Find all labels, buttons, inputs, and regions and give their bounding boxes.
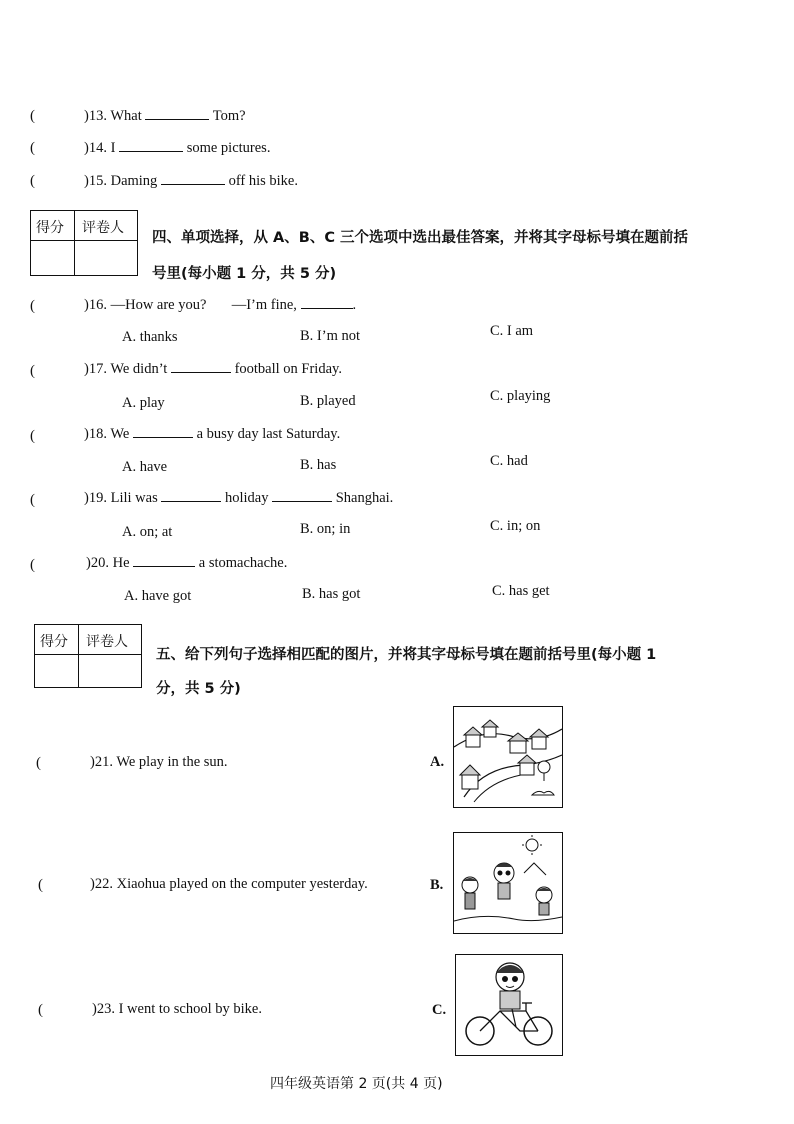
option-a[interactable]: A. have — [122, 459, 168, 475]
question-number: )15. — [84, 173, 107, 189]
answer-blank[interactable] — [119, 150, 183, 152]
question-text: Shanghai. — [335, 490, 394, 506]
question-text: a busy day last Saturday. — [196, 426, 341, 442]
answer-blank[interactable] — [171, 371, 231, 373]
section-4-heading-line1: 四、单项选择，从 A、B、C 三个选项中选出最佳答案，并将其字母标号填在题前括 — [152, 230, 689, 246]
option-a[interactable]: A. on; at — [122, 524, 173, 540]
question-22 — [90, 876, 368, 893]
answer-paren: ( — [30, 557, 35, 573]
answer-blank[interactable] — [161, 500, 221, 502]
answer-blank[interactable] — [272, 500, 332, 502]
page-footer: 四年级英语第 2 页(共 4 页) — [270, 1076, 443, 1092]
option-c[interactable]: C. playing — [490, 388, 551, 404]
boy-bike-illustration — [456, 955, 562, 1055]
grader-input-cell[interactable] — [79, 655, 141, 687]
score-input-cell[interactable] — [31, 241, 75, 275]
grader-header-cell — [75, 211, 137, 241]
score-label: 得分 — [36, 220, 64, 236]
picture-letter-c: C. — [432, 1002, 447, 1018]
grader-label: 评卷人 — [82, 220, 124, 236]
option-c[interactable]: C. had — [490, 453, 528, 469]
score-header-cell — [31, 211, 75, 241]
children-sun-illustration — [454, 833, 562, 933]
option-b[interactable]: B. played — [300, 393, 356, 409]
question-number: )14. — [84, 140, 107, 156]
option-a[interactable]: A. thanks — [122, 329, 178, 345]
score-table — [30, 210, 138, 276]
answer-paren: ( — [30, 298, 35, 314]
answer-paren: ( — [30, 492, 35, 508]
picture-b-children-playing — [453, 832, 563, 934]
question-number: )16. — [84, 297, 107, 313]
answer-paren: ( — [30, 363, 35, 379]
question-text: We play in the sun. — [116, 754, 228, 770]
answer-paren: ( — [30, 173, 35, 189]
question-text: holiday — [224, 490, 269, 506]
question-text: a stomachache. — [198, 555, 288, 571]
answer-paren: ( — [30, 428, 35, 444]
question-23 — [92, 1001, 262, 1018]
section-4-heading-line2: 号里(每小题 1 分，共 5 分) — [152, 266, 337, 282]
question-18 — [84, 426, 340, 443]
section-5-heading-line1: 五、给下列句子选择相匹配的图片，并将其字母标号填在题前括号里(每小题 1 — [156, 647, 657, 663]
question-number: )20. — [86, 555, 109, 571]
option-c[interactable]: C. in; on — [490, 518, 541, 534]
answer-blank[interactable] — [301, 307, 353, 309]
option-c[interactable]: C. I am — [490, 323, 534, 339]
question-19 — [84, 490, 393, 507]
option-c[interactable]: C. has get — [492, 583, 550, 599]
question-text: —How are you? — [110, 297, 207, 313]
question-text: What — [110, 108, 142, 124]
option-b[interactable]: B. has got — [302, 586, 361, 602]
question-text: I — [110, 140, 116, 156]
option-a[interactable]: A. have got — [124, 588, 192, 604]
picture-letter-b: B. — [430, 877, 444, 893]
option-b[interactable]: B. has — [300, 457, 337, 473]
question-number: )18. — [84, 426, 107, 442]
score-table — [34, 624, 142, 688]
score-input-cell[interactable] — [35, 655, 79, 687]
question-text: Xiaohua played on the computer yesterday. — [116, 876, 368, 892]
question-number: )23. — [92, 1001, 115, 1017]
question-number: )17. — [84, 361, 107, 377]
grader-label: 评卷人 — [86, 634, 128, 650]
question-number: )21. — [90, 754, 113, 770]
question-21 — [90, 754, 228, 771]
question-text: Tom? — [212, 108, 246, 124]
question-13 — [84, 108, 246, 125]
score-label: 得分 — [40, 634, 68, 650]
answer-blank[interactable] — [145, 118, 209, 120]
question-17 — [84, 361, 342, 378]
answer-paren: ( — [38, 877, 43, 893]
question-text: We — [110, 426, 130, 442]
answer-paren: ( — [30, 140, 35, 156]
picture-a-village — [453, 706, 563, 808]
question-20 — [86, 555, 287, 572]
village-illustration — [454, 707, 562, 807]
question-text: off his bike. — [228, 173, 298, 189]
question-number: )19. — [84, 490, 107, 506]
question-text: football on Friday. — [234, 361, 342, 377]
question-number: )13. — [84, 108, 107, 124]
answer-paren: ( — [36, 755, 41, 771]
grader-input-cell[interactable] — [75, 241, 137, 275]
question-text: I went to school by bike. — [118, 1001, 262, 1017]
answer-blank[interactable] — [161, 183, 225, 185]
question-number: )22. — [90, 876, 113, 892]
question-text: Daming — [110, 173, 158, 189]
score-header-cell — [35, 625, 79, 655]
option-a[interactable]: A. play — [122, 395, 165, 411]
answer-paren: ( — [30, 108, 35, 124]
picture-c-boy-on-bike — [455, 954, 563, 1056]
question-text: some pictures. — [186, 140, 271, 156]
question-text: Lili was — [110, 490, 158, 506]
option-b[interactable]: B. I’m not — [300, 328, 361, 344]
question-text: —I’m fine, — [231, 297, 297, 313]
option-b[interactable]: B. on; in — [300, 521, 351, 537]
answer-blank[interactable] — [133, 436, 193, 438]
question-text: He — [112, 555, 130, 571]
question-15 — [84, 173, 298, 190]
question-text: We didn’t — [110, 361, 168, 377]
grader-header-cell — [79, 625, 141, 655]
answer-blank[interactable] — [133, 565, 195, 567]
picture-letter-a: A. — [430, 754, 445, 770]
question-14 — [84, 140, 270, 157]
question-text: . — [352, 297, 357, 313]
answer-paren: ( — [38, 1002, 43, 1018]
section-5-heading-line2: 分，共 5 分) — [156, 681, 241, 697]
question-16 — [84, 297, 356, 314]
